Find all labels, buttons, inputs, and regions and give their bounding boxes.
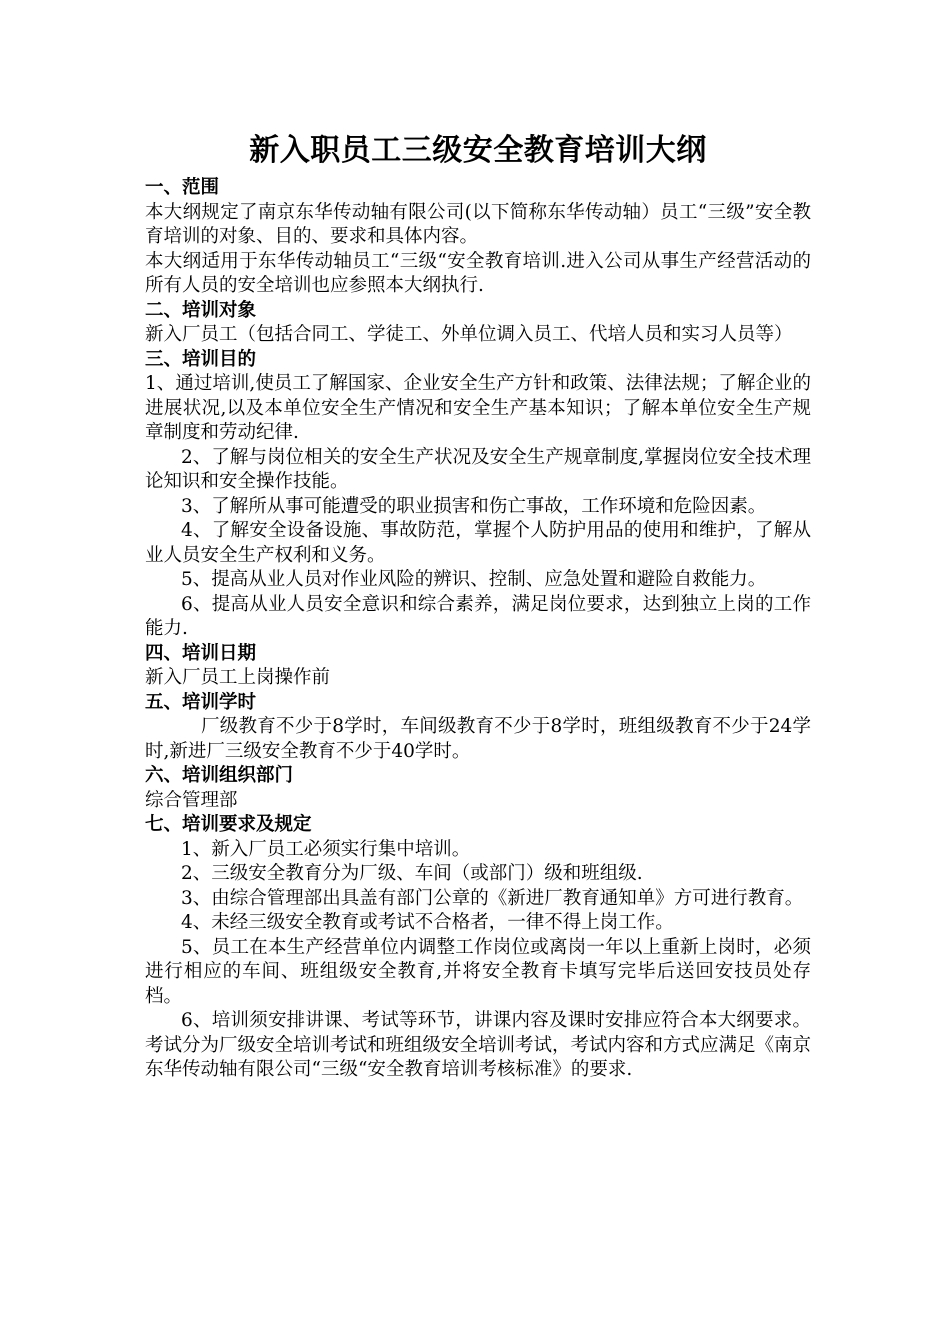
section-requirements <box>145 813 811 1083</box>
document-body <box>145 126 811 1083</box>
list-item: 1、通过培训,使员工了解国家、企业安全生产方针和政策、法律法规；了解企业的进展状况,以及本单位安全生产情况和安全生产基本知识；了解本单位安全生产规章制度和劳动纪律. <box>145 373 811 443</box>
list-item: 1、新入厂员工必须实行集中培训。 <box>181 838 471 860</box>
list-item: 3、了解所从事可能遭受的职业损害和伤亡事故，工作环境和危险因素。 <box>181 495 767 517</box>
section-heading: 一、范围 <box>145 177 220 198</box>
list-item: 3、由综合管理部出具盖有部门公章的《新进厂教育通知单》方可进行教育。 <box>181 887 804 909</box>
document-title: 新入职员工三级安全教育培训大纲 <box>249 133 707 168</box>
section-purpose <box>145 348 811 642</box>
list-item: 4、了解安全设备设施、事故防范，掌握个人防护用品的使用和维护，了解从业人员安全生产权利和义务。 <box>145 520 811 566</box>
section-heading: 七、培训要求及规定 <box>145 814 312 835</box>
list-item: 2、了解与岗位相关的安全生产状况及安全生产规章制度,掌握岗位安全技术理论知识和安全操作技能。 <box>145 446 811 492</box>
section-heading: 五、培训学时 <box>145 691 257 713</box>
list-item: 6、提高从业人员安全意识和综合素养，满足岗位要求，达到独立上岗的工作能力. <box>145 593 811 639</box>
paragraph: 综合管理部 <box>145 789 238 811</box>
paragraph: 本大纲适用于东华传动轴员工“三级“安全教育培训.进入公司从事生产经营活动的所有人员的安全培训也应参照本大纲执行. <box>145 250 811 296</box>
list-item: 4、未经三级安全教育或考试不合格者，一律不得上岗工作。 <box>181 912 674 933</box>
section-heading: 六、培训组织部门 <box>145 765 294 786</box>
section-date <box>145 642 811 691</box>
list-item: 6、培训须安排讲课、考试等环节，讲课内容及课时安排应符合本大纲要求。考试分为厂级安全培训考试和班组级安全培训考试，考试内容和方式应满足《南京东华传动轴有限公司“三级“安全教育培训考核标准》的要求. <box>145 1010 812 1080</box>
paragraph: 本大纲规定了南京东华传动轴有限公司(以下简称东华传动轴）员工“三级”安全教育培训的对象、目的、要求和具体内容。 <box>145 201 811 247</box>
list-item: 2、三级安全教育分为厂级、车间（或部门）级和班组级. <box>181 863 643 884</box>
section-heading: 三、培训目的 <box>145 348 257 370</box>
section-department <box>145 764 811 813</box>
paragraph: 厂级教育不少于8学时，车间级教育不少于8学时，班组级教育不少于24学时,新进厂三级安全教育不少于40学时。 <box>145 716 811 762</box>
section-scope <box>145 176 811 299</box>
section-target <box>145 299 811 348</box>
list-item: 5、员工在本生产经营单位内调整工作岗位或离岗一年以上重新上岗时，必须进行相应的车间、班组级安全教育,并将安全教育卡填写完毕后送回安技员处存档。 <box>145 936 811 1007</box>
section-heading: 二、培训对象 <box>145 299 257 321</box>
list-item: 5、提高从业人员对作业风险的辨识、控制、应急处置和避险自救能力。 <box>181 569 767 590</box>
section-hours <box>145 691 811 765</box>
paragraph: 新入厂员工（包括合同工、学徒工、外单位调入员工、代培人员和实习人员等） <box>145 324 793 345</box>
paragraph: 新入厂员工上岗操作前 <box>145 667 331 688</box>
section-heading: 四、培训日期 <box>145 642 257 664</box>
